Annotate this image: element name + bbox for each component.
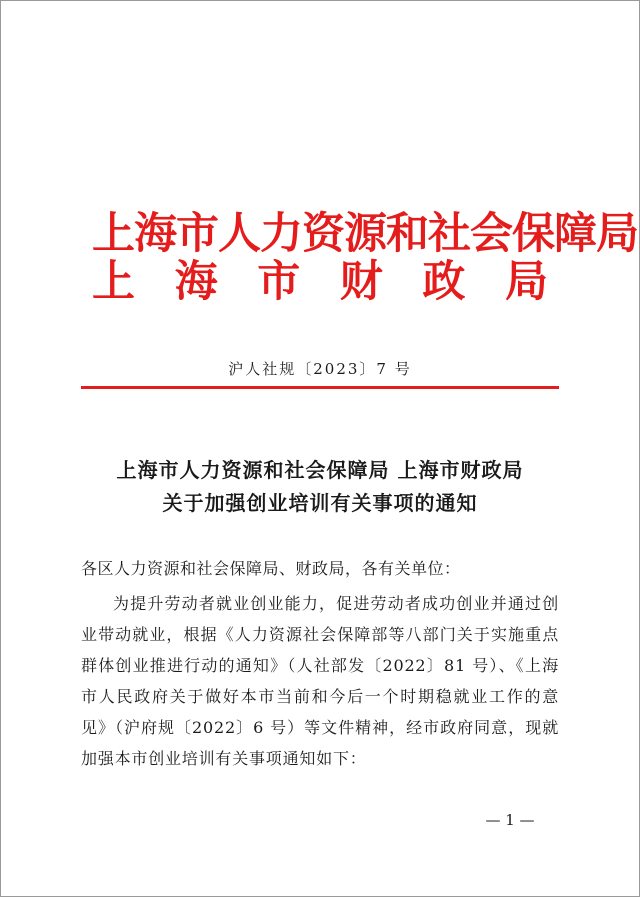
- document-number: 沪人社规〔2023〕7 号: [228, 360, 412, 378]
- issuer-line-2-char: 政: [422, 257, 466, 307]
- issuer-line-1: 上海市人力资源和社会保障局: [92, 209, 638, 259]
- document-title-line-1: 上海市人力资源和社会保障局 上海市财政局: [116, 458, 524, 482]
- issuer-line-2-char: 市: [257, 257, 301, 307]
- body-paragraph: 为提升劳动者就业创业能力，促进劳动者成功创业并通过创业带动就业，根据《人力资源社会保障部等八部门关于实施重点群体创业推进行动的通知》（人社部发〔2022〕81 号）、《上海市人民政府关于做好本市当前和今后一个时期稳就业工作的意见》（沪府规〔2022〕6 号）等文件精神，经市政府同意，现就加强本市创业培训有关事项通知如下：: [81, 594, 559, 768]
- issuer-line-2-char: 财: [339, 257, 383, 307]
- document-title-line-2: 关于加强创业培训有关事项的通知: [162, 491, 478, 515]
- issuer-line-2-char: 上: [92, 257, 135, 307]
- salutation: 各区人力资源和社会保障局、财政局，各有关单位：: [81, 559, 461, 578]
- page-number: — 1 —: [485, 811, 535, 829]
- issuer-line-2-char: 局: [504, 257, 548, 307]
- issuer-line-2-char: 海: [174, 257, 218, 307]
- issuer-line-2: [92, 256, 548, 308]
- red-divider-line: [81, 386, 559, 389]
